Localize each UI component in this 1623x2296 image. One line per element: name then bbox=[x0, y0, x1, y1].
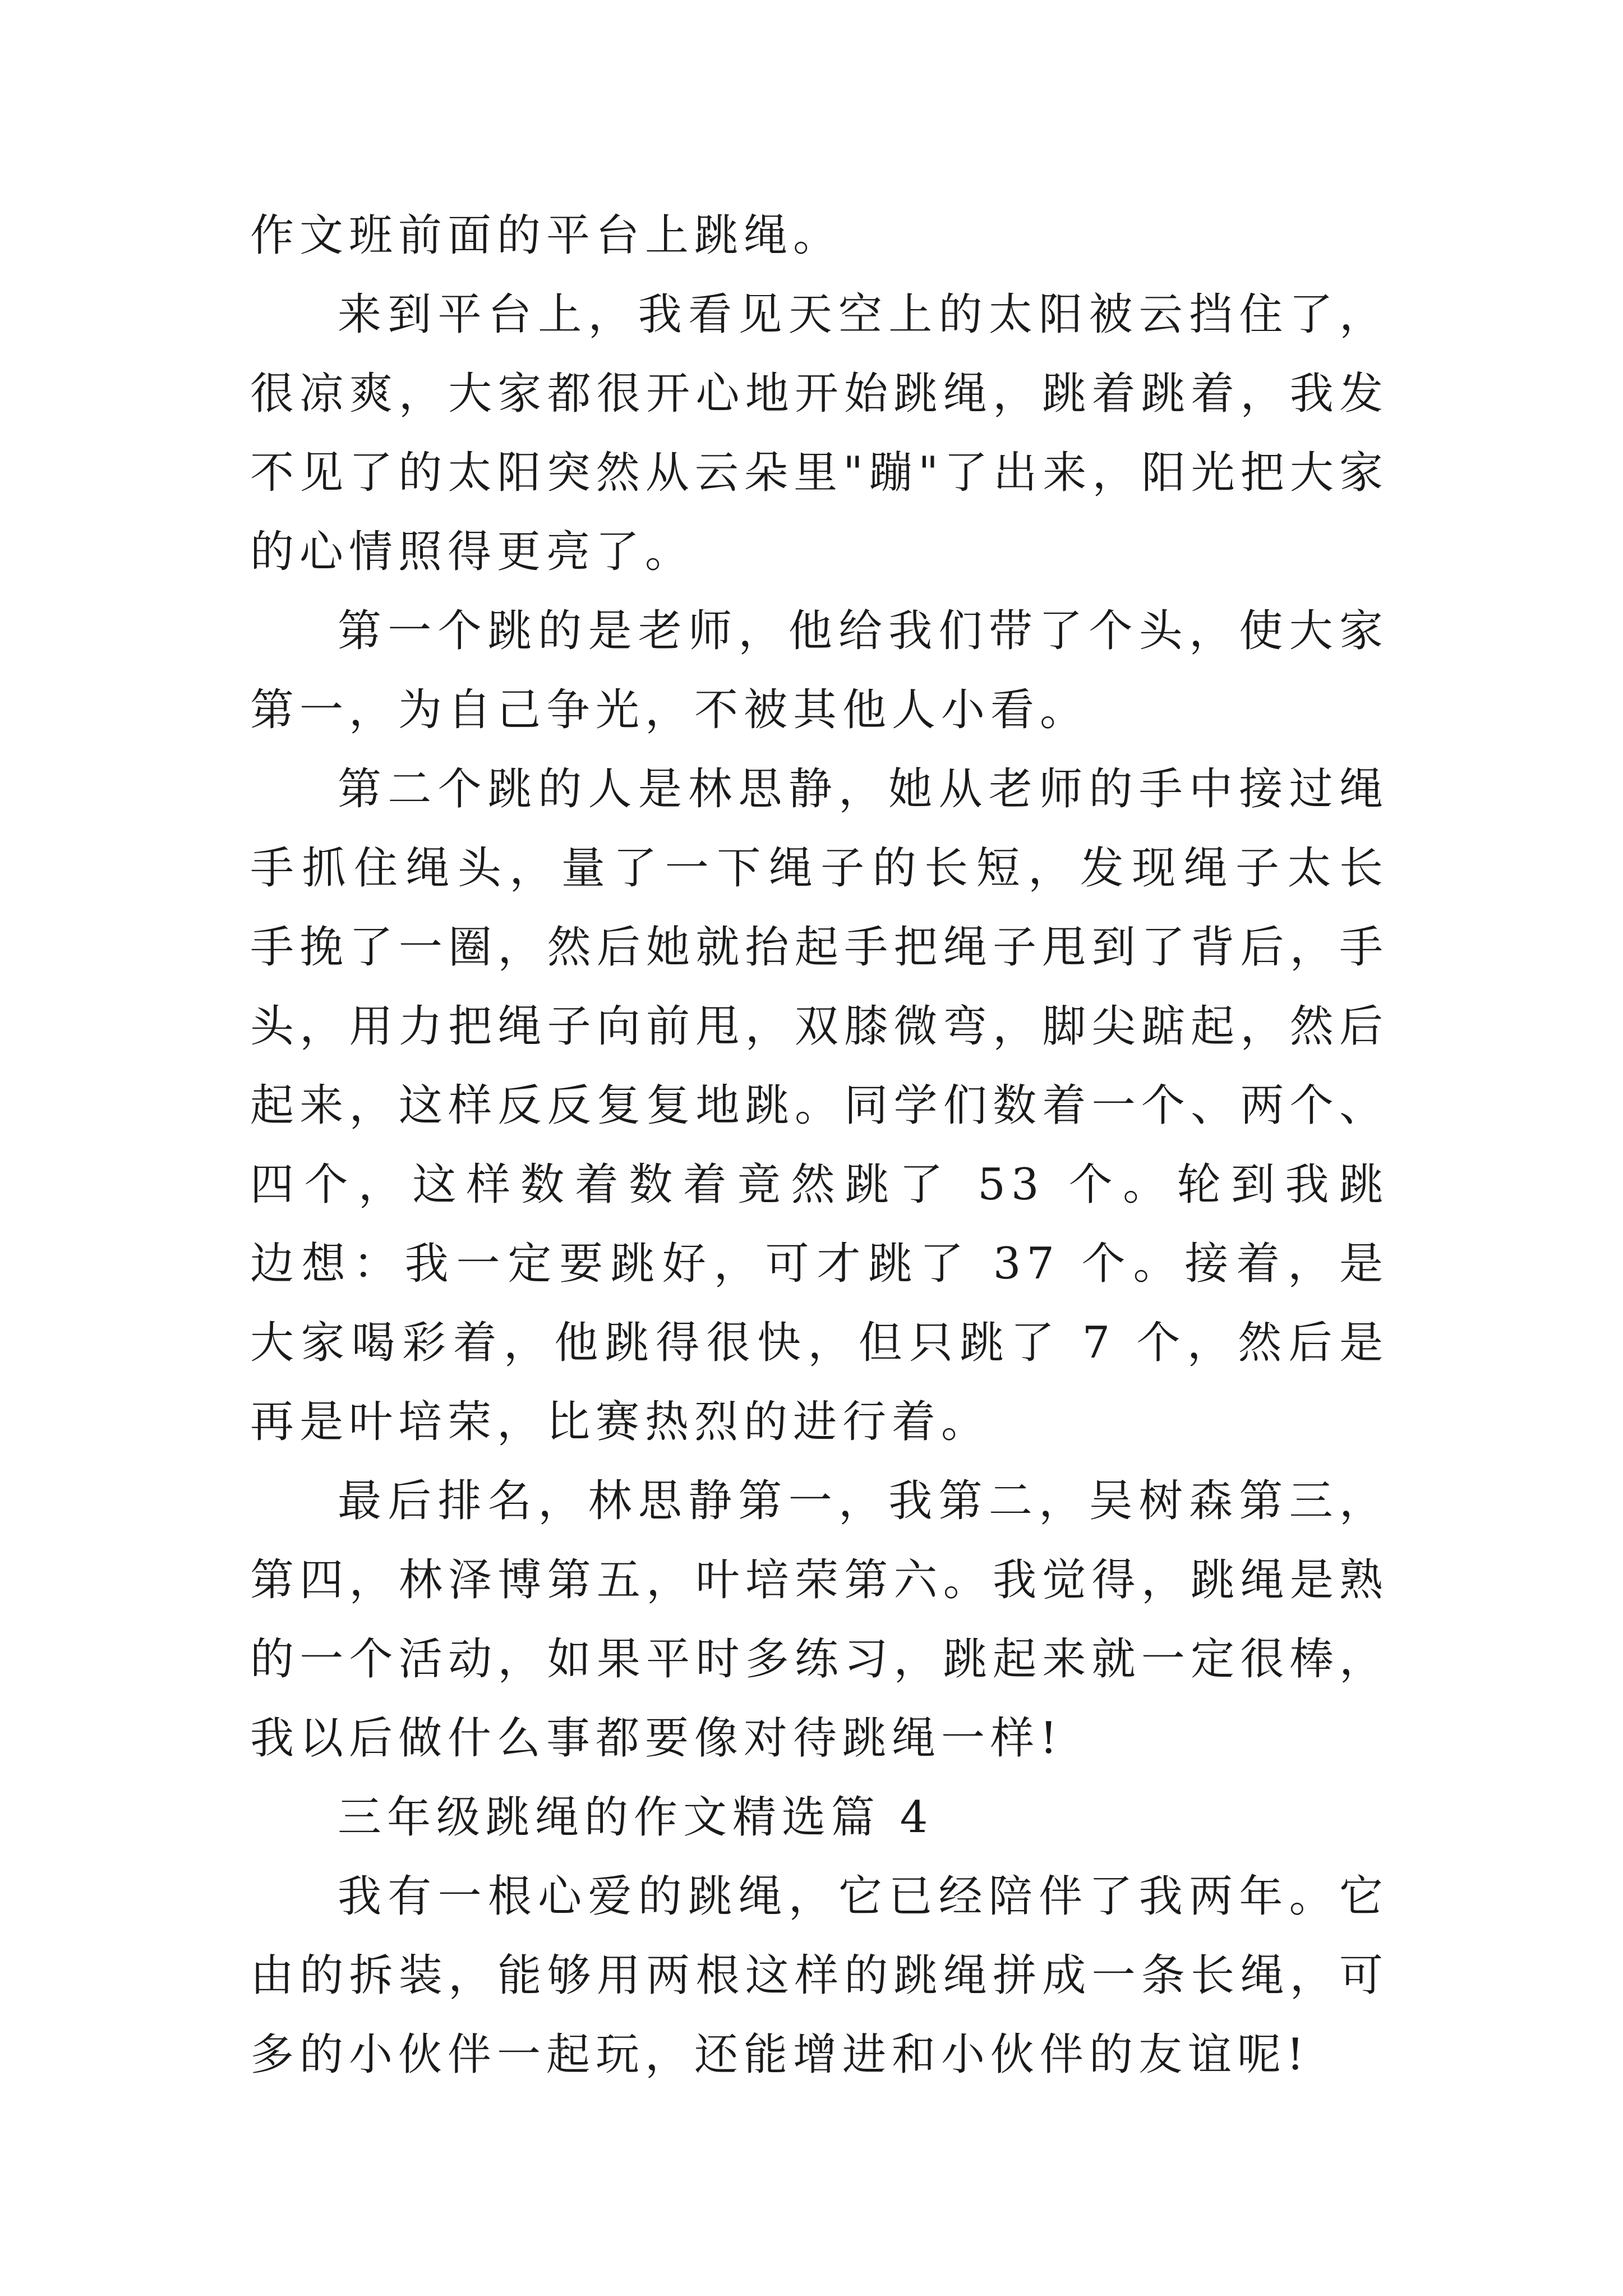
text-line: 我以后做什么事都要像对待跳绳一样! bbox=[250, 1713, 1063, 1764]
text-line: 头，用力把绳子向前甩，双膝微弯，脚尖踮起，然后 bbox=[250, 1001, 1389, 1052]
paragraph-start-line: 最后排名，林思静第一，我第二，吴树森第三， bbox=[338, 1476, 1389, 1526]
text-line: 很凉爽，大家都很开心地开始跳绳，跳着跳着，我发 bbox=[250, 369, 1389, 419]
text-line: 多的小伙伴一起玩，还能增进和小伙伴的友谊呢! bbox=[250, 2030, 1310, 2080]
text-line: 边想：我一定要跳好，可才跳了 37 个。接着，是 bbox=[250, 1239, 1389, 1289]
text-line: 作文班前面的平台上跳绳。 bbox=[250, 210, 843, 261]
paragraph-start-line: 我有一根心爱的跳绳，它已经陪伴了我两年。它 bbox=[338, 1871, 1389, 1922]
text-line: 大家喝彩着，他跳得很快，但只跳了 7 个，然后是 bbox=[250, 1318, 1389, 1368]
text-line: 的心情照得更亮了。 bbox=[250, 527, 695, 577]
text-line: 由的拆装，能够用两根这样的跳绳拼成一条长绳，可 bbox=[250, 1950, 1389, 2001]
text-line: 的一个活动，如果平时多练习，跳起来就一定很棒， bbox=[250, 1634, 1389, 1685]
document-body bbox=[250, 196, 1389, 2095]
text-line: 第一，为自己争光，不被其他人小看。 bbox=[250, 685, 1090, 735]
text-line: 手挽了一圈，然后她就抬起手把绳子甩到了背后，手 bbox=[250, 922, 1389, 973]
paragraph-start-line: 第二个跳的人是林思静，她从老师的手中接过绳 bbox=[338, 764, 1389, 815]
text-line: 起来，这样反反复复地跳。同学们数着一个、两个、 bbox=[250, 1080, 1389, 1131]
text-line: 手抓住绳头，量了一下绳子的长短，发现绳子太长 bbox=[250, 843, 1389, 894]
text-line: 再是叶培荣，比赛热烈的进行着。 bbox=[250, 1397, 991, 1447]
section-heading: 三年级跳绳的作文精选篇 4 bbox=[338, 1792, 934, 1843]
text-line: 第四，林泽博第五，叶培荣第六。我觉得，跳绳是熟 bbox=[250, 1555, 1389, 1605]
paragraph-start-line: 来到平台上，我看见天空上的太阳被云挡住了， bbox=[338, 289, 1389, 340]
text-line: 四个，这样数着数着竟然跳了 53 个。轮到我跳 bbox=[250, 1159, 1389, 1210]
text-line: 不见了的太阳突然从云朵里"蹦"了出来，阳光把大家 bbox=[250, 448, 1389, 498]
paragraph-start-line: 第一个跳的是老师，他给我们带了个头，使大家 bbox=[338, 606, 1389, 656]
